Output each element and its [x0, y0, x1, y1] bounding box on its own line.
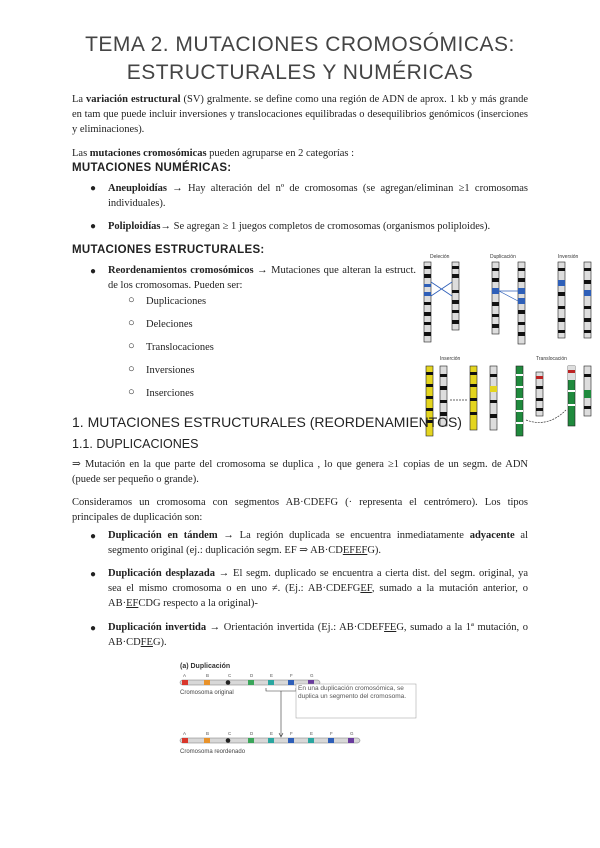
subitem-deleciones: Deleciones — [146, 319, 193, 330]
fig-letter: A — [183, 731, 187, 736]
translocation-chromosomes — [516, 366, 591, 436]
inversion-chromosomes — [558, 262, 591, 338]
deletion-chromosomes — [424, 262, 459, 342]
fig-original-label: Cromosoma original — [180, 690, 234, 696]
duplicaciones-types-intro: Consideramos un cromosoma con segmentos AB·CDEFG (· representa el centrómero). Los tipos principales de duplicación son: — [72, 497, 528, 523]
rearrangements-figure — [418, 250, 598, 440]
fig-letter: B — [206, 673, 210, 678]
duplication-chromosomes — [492, 262, 525, 344]
fig-letter: E — [310, 731, 314, 736]
page-title-line2: ESTRUCTURALES Y NUMÉRICAS — [126, 61, 474, 84]
bullet-dot: ● — [90, 183, 97, 194]
fig-label-inversion: Inversión — [558, 254, 579, 260]
fig-letter: A — [183, 673, 187, 678]
categories-paragraph: Las mutaciones cromosómicas pueden agruparse en 2 categorías : — [72, 148, 355, 159]
duplication-figure — [176, 660, 426, 756]
bullet-dot: ● — [90, 221, 97, 232]
circle-bullet: ○ — [128, 363, 135, 375]
item-duplicacion-invertida: Duplicación invertida → Orientación invertida (Ej.: AB·CDEFFEG, sumado a la 1ª mutación, o AB·CDFEG). — [108, 622, 528, 648]
fig-letter: F — [290, 731, 293, 736]
subitem-duplicaciones: Duplicaciones — [146, 296, 207, 307]
bullet-dot: ● — [90, 569, 97, 580]
item-duplicacion-tandem: Duplicación en tándem → La región duplicada se encuentra inmediatamente adyacente al segmento original (ej.: duplicación segm. EF ⇒ AB·CDEFEFG). — [108, 530, 529, 556]
intro-paragraph: La variación estructural (SV) gralmente. se define como una región de ADN de aprox. 1 kb y más grande en tam que puede incluir inversiones y translocaciones equilibradas o desequilibrios genómicos (inserciones y eliminaciones). — [72, 94, 529, 135]
fig-letter: D — [250, 731, 254, 736]
page-title-line1: TEMA 2. MUTACIONES CROMOSÓMICAS: — [85, 33, 515, 56]
section-title: 1. MUTACIONES ESTRUCTURALES (REORDENAMIENTOS) — [72, 414, 462, 430]
fig-letter: F — [290, 673, 293, 678]
fig-label-translocacion: Translocación — [536, 356, 567, 362]
bullet-dot: ● — [90, 623, 97, 634]
duplicaciones-definition: ⇒ Mutación en la que parte del cromosoma se duplica , lo que genera ≥1 copias de un segm. de ADN (puede ser pequeño o grande). — [72, 459, 528, 485]
fig-reordered-label: Cromosoma reordenado — [180, 749, 246, 755]
circle-bullet: ○ — [128, 317, 135, 329]
fig-letter: E — [270, 673, 274, 678]
subitem-inversiones: Inversiones — [146, 365, 195, 376]
fig-letter: C — [228, 731, 232, 736]
heading-estructurales: MUTACIONES ESTRUCTURALES: — [72, 244, 265, 256]
heading-numericas: MUTACIONES NUMÉRICAS: — [72, 162, 232, 174]
item-poliploidias: Poliploidías→ Se agregan ≥ 1 juegos completos de cromosomas (organismos poliploides). — [108, 221, 491, 232]
fig-letter: E — [270, 731, 274, 736]
fig-letter: C — [228, 673, 232, 678]
fig-label-delecion: Deleción — [430, 254, 450, 260]
fig-letter: F — [330, 731, 333, 736]
fig-letter: G — [350, 731, 354, 736]
subitem-translocaciones: Translocaciones — [146, 342, 214, 353]
fig-callout-text: En una duplicación cromosómica, se duplica un segmento del cromosoma. — [298, 685, 407, 700]
item-aneuploidias: Aneuploidías → Hay alteración del nº de cromosomas (se agregan/eliminan ≥1 cromosomas individuales). — [108, 183, 528, 209]
circle-bullet: ○ — [128, 340, 135, 352]
item-reordenamientos: Reordenamientos cromosómicos → Mutaciones que alteran la estruct. de los cromosomas. Pueden ser: — [108, 265, 416, 291]
fig-dup-title: (a) Duplicación — [180, 663, 231, 670]
reordered-chromosome — [180, 738, 360, 743]
fig-letter: B — [206, 731, 210, 736]
bullet-dot: ● — [90, 266, 97, 277]
subsection-title: 1.1. DUPLICACIONES — [72, 437, 199, 451]
item-duplicacion-desplazada: Duplicación desplazada → El segm. duplicado se encuentra a cierta dist. del segm. original, ya sea el mismo cromosoma o en uno ≠. (Ej.: AB·CDEFGEF, sumado a la mutación anterior, o AB·EFCDG respecto a la original)- — [108, 568, 529, 609]
circle-bullet: ○ — [128, 386, 135, 398]
fig-label-insercion: Inserción — [440, 356, 461, 362]
fig-letter: D — [250, 673, 254, 678]
circle-bullet: ○ — [128, 294, 135, 306]
fig-letter: G — [310, 673, 314, 678]
fig-label-duplicacion: Duplicación — [490, 254, 516, 260]
bullet-dot: ● — [90, 531, 97, 542]
subitem-inserciones: Inserciones — [146, 388, 194, 399]
